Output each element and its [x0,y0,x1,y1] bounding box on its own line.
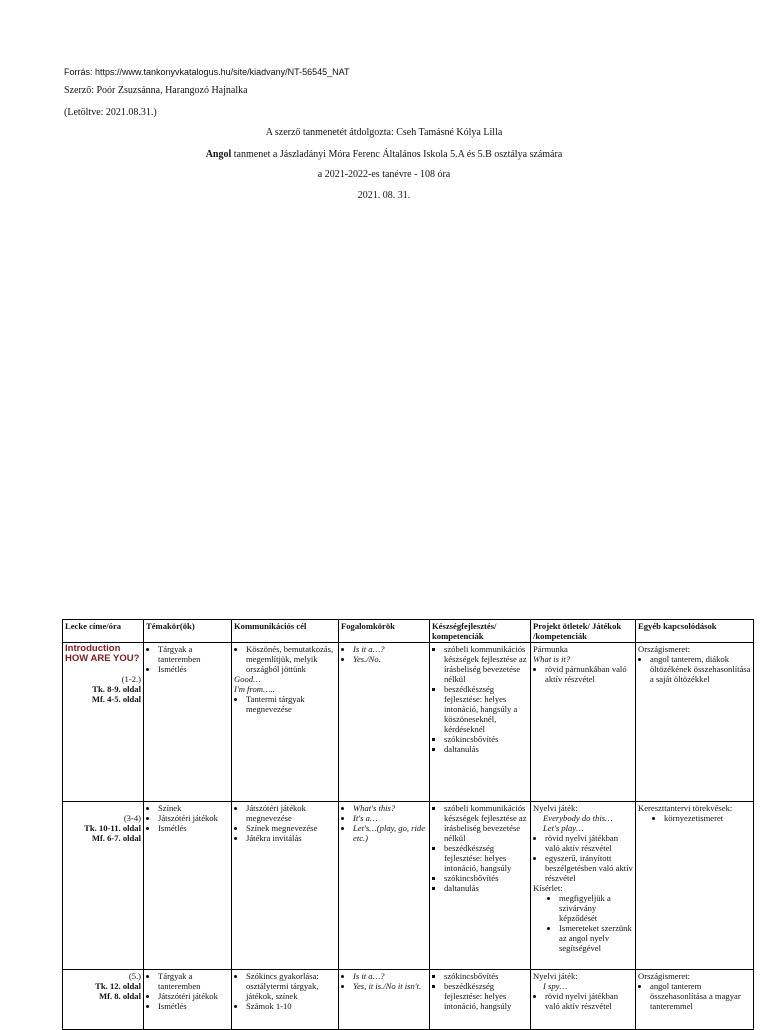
project-phrase: What is it? [533,654,571,664]
list-item: • rövid nyelvi játékban való aktív részvétel [545,991,633,1011]
adapted-line: A szerző tanmenetét átdolgozta: Cseh Tamásné Kólya Lilla [265,127,503,138]
authors-line: Szerző: Poór Zsuzsánna, Harangozó Hajnalka [64,85,248,96]
list-item: • angol tanterem, diákok öltözékének összehasonlítása a saját öltözékkel [650,654,751,684]
list-item: • Is it a…? [353,644,427,654]
list-item: • Is it a…? [353,971,427,981]
list-item: • Tantermi tárgyak megnevezése [246,694,336,714]
list-item: • környezetismeret [664,813,751,823]
list-item: • It's a… [353,813,427,823]
other-title: Kereszttantervi törekvések: [638,803,733,813]
comm-phrase: I'm from….. [234,684,275,694]
table-row [63,643,754,802]
other-cell [636,970,754,1030]
other-cell [636,643,754,802]
list-item: • Játszótéri játékok megnevezése [246,803,336,823]
lesson-cell [63,643,144,802]
lesson-cell [63,802,144,970]
concepts-cell [339,643,430,802]
project-phrase: Let's play… [543,823,584,833]
list-item: • Ismétlés [158,1001,229,1011]
list-item: • What's this? [353,803,427,813]
list-item: • Játékra invitálás [246,833,336,843]
lesson-hours: (5.) [128,971,141,981]
table-header-row [63,620,754,643]
list-item: ▪ beszédkészség fejlesztése: helyes intonáció, hangsúly [444,843,528,873]
title-rest: tanmenet a Jászladányi Móra Ferenc Általános Iskola 5.A és 5.B osztálya számára [231,149,563,160]
skills-cell [430,643,531,802]
communication-cell [232,802,339,970]
list-item: ▪ daltanulás [444,883,528,893]
workbook-pages: Mf. 8. oldal [98,991,141,1001]
list-item: ▪ szókincsbővítés [444,971,528,981]
list-item: • megfigyeljük a szivárvány képződését [559,893,633,923]
list-item: ▪ beszédkészség fejlesztése: helyes intonáció, hangsúly [444,981,528,1011]
topics-cell [144,802,232,970]
list-item: • Köszönés, bemutatkozás, megemlítjük, melyik országból jöttünk [246,644,336,674]
topics-cell [144,970,232,1030]
list-item: • Játszótéri játékok [158,991,229,1001]
table-row [63,802,754,970]
textbook-pages: Tk. 8-9. oldal [92,684,141,694]
list-item: • Színek [158,803,229,813]
textbook-pages: Tk. 12. oldal [95,981,141,991]
source-line: Forrás: https://www.tankonyvkatalogus.hu/site/kiadvany/NT-56545_NAT [64,67,350,77]
lesson-cell [63,970,144,1030]
lesson-plan-table [62,619,754,1030]
list-item: • Ismétlés [158,664,229,674]
list-item: • Tárgyak a tanteremben [158,644,229,664]
concepts-cell [339,970,430,1030]
communication-cell [232,970,339,1030]
list-item: • Játszótéri játékok [158,813,229,823]
header-projects: Projekt ötletek/ Játékok /kompetenciák [531,620,636,643]
downloaded-line: (Letöltve: 2021.08.31.) [64,107,157,118]
list-item: • rövid párnunkában való aktív részvétel [545,664,633,684]
date-line: 2021. 08. 31. [357,190,411,201]
list-item: • Színek megnevezése [246,823,336,833]
header-communication: Kommunikációs cél [232,620,339,643]
list-item: ▪ szókincsbővítés [444,873,528,883]
projects-cell [531,643,636,802]
list-item: • rövid nyelvi játékban való aktív részvétel [545,833,633,853]
concepts-cell [339,802,430,970]
list-item: • Yes./No. [353,654,427,664]
workbook-pages: Mf. 4-5. oldal [91,694,141,704]
list-item: • Ismereteket szerzünk az angol nyelv segítségével [559,923,633,953]
other-title: Országismeret: [638,971,691,981]
list-item: • egyszerű, irányított beszélgetésben való aktív részvétel [545,853,633,883]
table-row [63,970,754,1030]
project-title: Nyelvi játék: [533,803,578,813]
project-phrase: Everybody do this… [543,813,613,823]
communication-cell [232,643,339,802]
list-item: ▪ szóbeli kommunikációs készségek fejlesztése az írásbeliség bevezetése nélkül [444,803,528,843]
lesson-hours: (1-2.) [121,674,141,684]
title-subject: Angol [205,149,232,160]
other-cell [636,802,754,970]
list-item: ▪ szóbeli kommunikációs készségek fejlesztése az írásbeliség bevezetése nélkül [444,644,528,684]
list-item: • angol tanterem összehasonlítása a magyar tanteremmel [650,981,751,1011]
other-title: Országismeret: [638,644,691,654]
project-title: Nyelvi játék: [533,971,578,981]
textbook-pages: Tk. 10-11. oldal [84,823,141,833]
projects-cell [531,970,636,1030]
list-item: • Ismétlés [158,823,229,833]
projects-cell [531,802,636,970]
lesson-title: Introduction HOW ARE YOU? [65,643,140,664]
header-topics: Témakör(ök) [144,620,232,643]
list-item: • Yes, it is./No it isn't. [353,981,427,991]
school-year-line: a 2021-2022-es tanévre - 108 óra [317,169,451,180]
project-title: Kísérlet: [533,883,563,893]
list-item: ▪ daltanulás [444,744,528,754]
list-item: ▪ szókincsbővítés [444,734,528,744]
topics-cell [144,643,232,802]
skills-cell [430,970,531,1030]
project-phrase: I spy… [543,981,568,991]
workbook-pages: Mf. 6-7. oldal [91,833,141,843]
header-lesson: Lecke címe/óra [63,620,144,643]
list-item: • Tárgyak a tanteremben [158,971,229,991]
project-title: Pármunka [533,644,568,654]
comm-phrase: Good… [234,674,261,684]
skills-cell [430,802,531,970]
list-item: • Szókincs gyakorlása: osztálytermi tárgyak, játékok, színek [246,971,336,1001]
header-skills: Készségfejlesztés/ kompetenciák [430,620,531,643]
lesson-hours: (3-4) [123,813,141,823]
header-concepts: Fogalomkörök [339,620,430,643]
list-item: • Let's…(play, go, ride etc.) [353,823,427,843]
header-other: Egyéb kapcsolódások [636,620,754,643]
list-item: • Számok 1-10 [246,1001,336,1011]
document-title [0,149,768,161]
list-item: ▪ beszédkészség fejlesztése: helyes intonáció, hangsúly a köszöneseknél, kérdéseknél [444,684,528,734]
